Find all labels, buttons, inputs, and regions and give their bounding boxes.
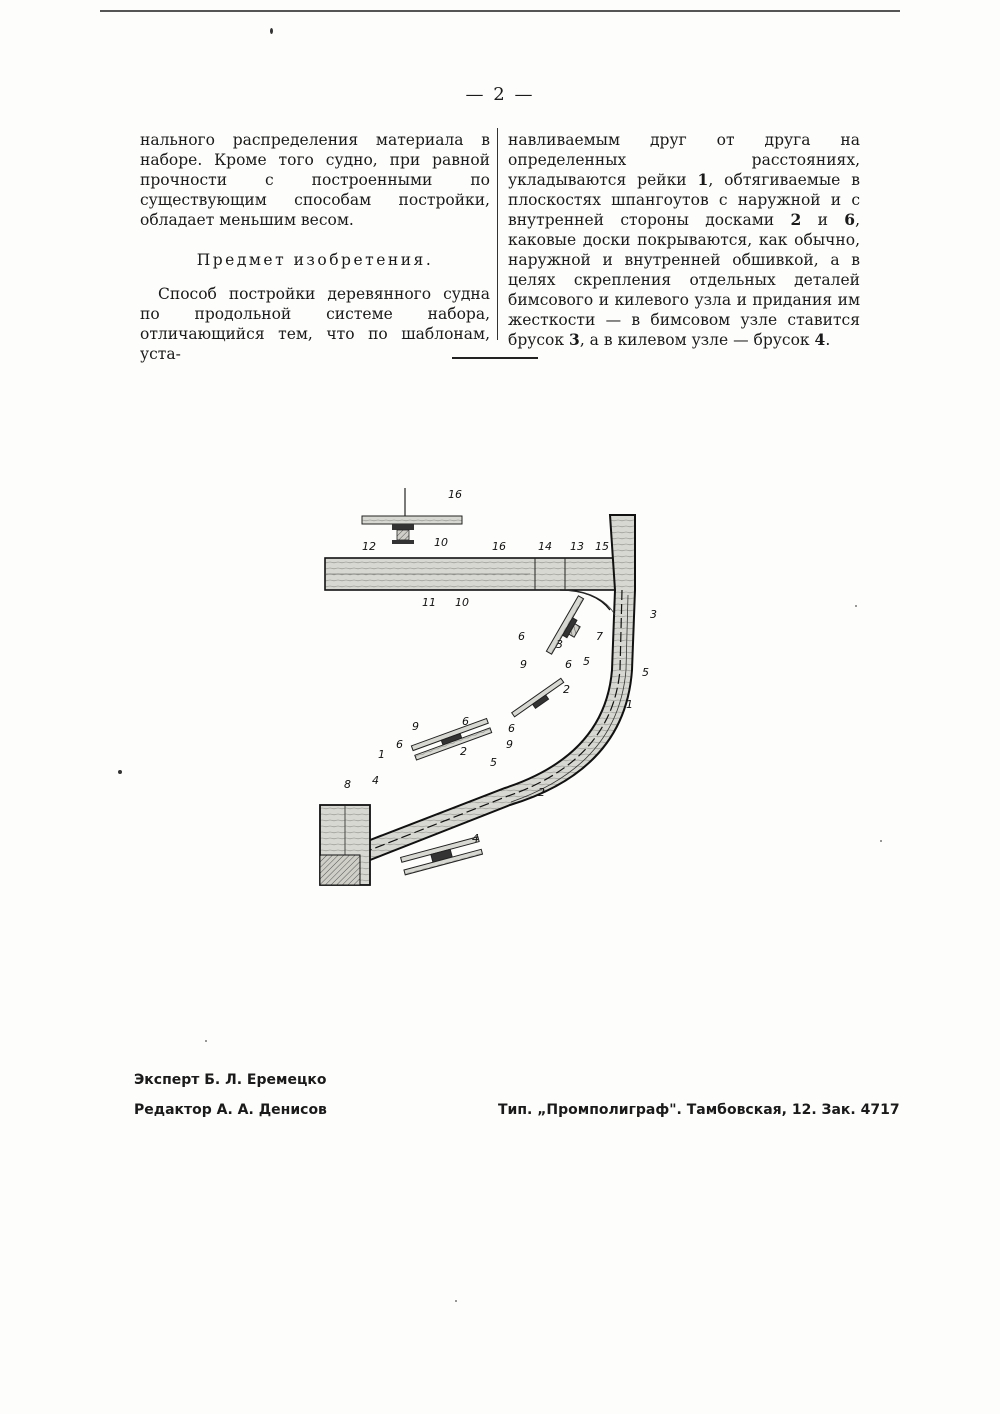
callout-label: 2 bbox=[460, 745, 467, 758]
callout-label: 13 bbox=[570, 540, 584, 553]
column-divider bbox=[497, 128, 498, 340]
claim-ref-1: 1 bbox=[697, 170, 709, 189]
callout-label: 5 bbox=[642, 666, 649, 679]
callout-label: 14 bbox=[538, 540, 552, 553]
separator-rule bbox=[452, 357, 538, 359]
callout-label: 6 bbox=[518, 630, 525, 643]
callout-label: 1 bbox=[378, 748, 385, 761]
claim-ref-4: 4 bbox=[814, 330, 826, 349]
callout-label: 16 bbox=[492, 540, 506, 553]
callout-label: 5 bbox=[490, 756, 497, 769]
callout-label: 6 bbox=[565, 658, 572, 671]
left-column bbox=[140, 130, 490, 364]
callout-label: 3 bbox=[556, 638, 563, 651]
callout-label: 12 bbox=[362, 540, 376, 553]
callout-label: 15 bbox=[595, 540, 609, 553]
callout-label: 2 bbox=[538, 786, 545, 799]
claim-text-part: навливаемым друг от друга на определенных расстояниях, укладываются рейки bbox=[508, 131, 860, 189]
callout-label: 3 bbox=[650, 608, 657, 621]
callout-label: 6 bbox=[396, 738, 403, 751]
callout-label: 9 bbox=[412, 720, 419, 733]
footer-editor: Редактор А. А. Денисов bbox=[134, 1102, 327, 1118]
scan-speck bbox=[270, 28, 273, 34]
callout-label: 9 bbox=[520, 658, 527, 671]
claim-text-part: и bbox=[801, 211, 845, 229]
hull-section-figure bbox=[310, 470, 680, 900]
section-title: Предмет изобретения. bbox=[196, 251, 434, 269]
hull-section-drawing bbox=[310, 470, 680, 900]
callout-label: 10 bbox=[455, 596, 469, 609]
callout-label: 16 bbox=[448, 488, 462, 501]
claim-ref-2: 2 bbox=[790, 210, 802, 229]
scan-speck bbox=[455, 1300, 457, 1302]
claim-text-part: , каковые доски покрываются, как обычно, наружной и внутренней обшивкой, а в целях скрепления отдельных деталей бимсового и килевого узла и придания им жесткости — в бимсовом узле ставится брусок bbox=[508, 211, 860, 349]
page-number: — 2 — bbox=[465, 84, 535, 105]
callout-label: 6 bbox=[508, 722, 515, 735]
claim-text-part: , обтягиваемые в плоскостях шпангоутов с наружной и с внутренней стороны досками bbox=[508, 171, 860, 229]
keel-block bbox=[320, 805, 370, 885]
claim-paragraph-continuation bbox=[508, 130, 860, 350]
callout-label: 6 bbox=[462, 715, 469, 728]
callout-label: 1 bbox=[626, 698, 633, 711]
left-paragraph-continuation: нального распределения материала в наборе. Кроме того судно, при равной прочности с построенными по существующим способам постройки, обладает меньшим весом. bbox=[140, 131, 490, 229]
callout-label: 8 bbox=[344, 778, 351, 791]
claim-text-part: , а в килевом узле — брусок bbox=[579, 331, 815, 349]
claim-paragraph: Способ постройки деревянного судна по продольной системе набора, отличающийся тем, что по шаблонам, уста- bbox=[140, 285, 490, 363]
footer-expert: Эксперт Б. Л. Еремецко bbox=[134, 1072, 327, 1088]
claim-ref-6: 6 bbox=[844, 210, 856, 229]
claim-text-part: . bbox=[825, 331, 831, 349]
callout-label: 11 bbox=[422, 596, 436, 609]
top-border-rule bbox=[100, 10, 900, 12]
callout-label: 2 bbox=[563, 683, 570, 696]
callout-label: 5 bbox=[583, 655, 590, 668]
footer-printer: Тип. „Промполиграф". Тамбовская, 12. Зак. 4717 bbox=[498, 1102, 900, 1118]
claim-ref-3: 3 bbox=[569, 330, 580, 349]
scan-speck bbox=[205, 1040, 207, 1042]
callout-label: 7 bbox=[596, 630, 603, 643]
callout-label: 4 bbox=[472, 832, 479, 845]
scan-speck bbox=[118, 770, 122, 774]
right-column bbox=[508, 130, 860, 350]
scan-speck bbox=[880, 840, 882, 842]
callout-label: 4 bbox=[372, 774, 379, 787]
callout-label: 9 bbox=[506, 738, 513, 751]
callout-label: 10 bbox=[434, 536, 448, 549]
deck-beam bbox=[325, 558, 615, 590]
scan-speck bbox=[855, 605, 857, 607]
